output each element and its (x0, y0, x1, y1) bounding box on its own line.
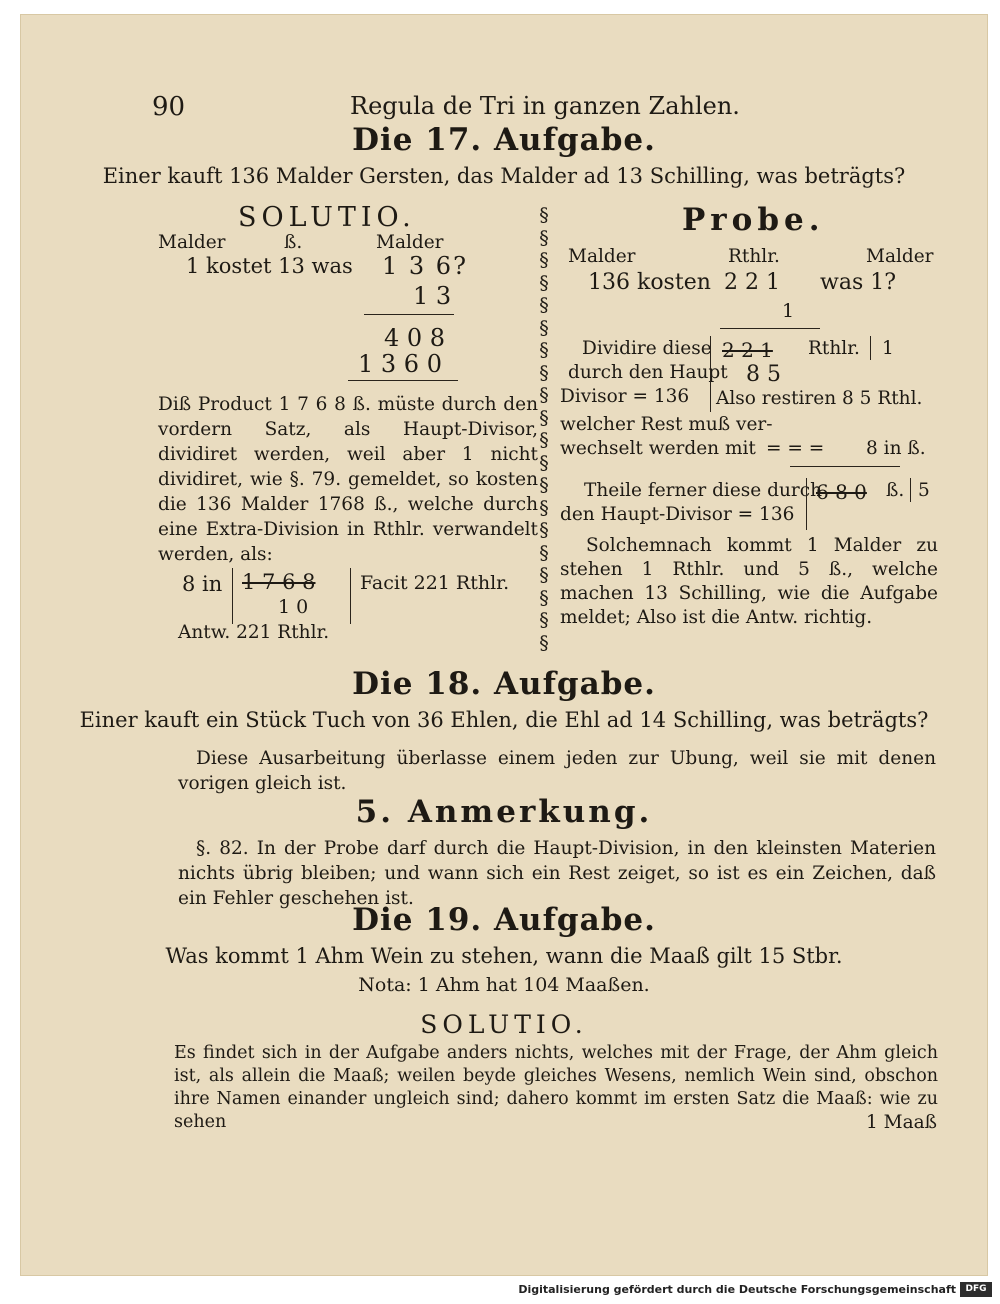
probe-line-c: was 1? (820, 270, 897, 295)
division-bar (232, 568, 233, 624)
task18-text: Diese Ausarbeitung überlasse einem jeden zur Ubung, weil sie mit denen vorigen gleich ist. (178, 748, 936, 794)
solutio-col-malder: Malder (158, 232, 226, 253)
probe-divide-1: Dividire diese (582, 338, 712, 359)
sep: § (539, 361, 549, 384)
solutio-rule-1 (364, 314, 454, 315)
task19-text: Es findet sich in der Aufgabe anders nichts, welches mit der Frage, der Ahm gleich ist, als allein die Maaß; weilen beyde gleiches Wesens, nemlich Wein sind, obschon ihre Namen einander ungleich sind; dahero kommt im ersten Satz die Maaß: wie zu sehen (174, 1043, 938, 1132)
sep: § (539, 519, 549, 541)
probe-rthlr-unit: Rthlr. (808, 338, 860, 359)
sep: § (539, 406, 549, 429)
sep: § (539, 271, 549, 294)
sep: § (539, 249, 549, 271)
probe-conclusion: Solchemnach kommt 1 Malder zu stehen 1 Rthlr. und 5 ß., welche machen 13 Schilling, wie die Aufgabe meldet; Also ist die Antw. richtig. (560, 535, 938, 628)
sep: § (539, 294, 549, 316)
probe-quot-2: 5 (918, 480, 930, 501)
division-left: 8 in (182, 572, 223, 596)
solutio-partial-1: 4 0 8 (384, 324, 446, 352)
sep: § (539, 451, 549, 474)
probe-rest-2: welcher Rest muß ver- (560, 414, 773, 435)
division-bottom: 1 0 (278, 596, 309, 618)
sep: § (539, 339, 549, 361)
sep: § (539, 564, 549, 586)
probe-divide-3: Divisor = 136 (560, 386, 690, 407)
task19-nota: Nota: 1 Ahm hat 104 Maaßen. (358, 974, 650, 996)
solutio-title: SOLUTIO. (238, 202, 416, 233)
catchword: 1 Maaß (866, 1112, 938, 1133)
probe-one: 1 (782, 300, 795, 322)
probe-divide-2: durch den Haupt (568, 362, 728, 383)
sep: § (539, 226, 549, 249)
probe-line-b: 2 2 1 (724, 270, 780, 295)
sep: § (539, 429, 549, 451)
sep: § (539, 586, 549, 609)
probe-rest-3: wechselt werden mit (560, 438, 756, 459)
probe-bar-3 (806, 478, 807, 530)
probe-theile-1: Theile ferner diese durch (584, 480, 822, 501)
probe-rest-3b: 8 in ß. (866, 438, 926, 459)
division-top: 1 7 6 8 (242, 570, 316, 594)
sep: § (539, 631, 549, 654)
section-separator (534, 204, 554, 654)
task18-question: Einer kauft ein Stück Tuch von 36 Ehlen, die Ehl ad 14 Schilling, was beträgts? (79, 708, 929, 732)
probe-struck: 2 2 1 (722, 338, 773, 362)
solutio-line: 1 kostet 13 was (186, 254, 353, 278)
funding-notice: Digitalisierung gefördert durch die Deutsche Forschungsgemeinschaft (518, 1283, 956, 1296)
probe-bar-4 (910, 478, 911, 502)
probe-quot-a: 1 (882, 338, 894, 359)
probe-col-malder2: Malder (866, 246, 934, 267)
dfg-logo: DFG (960, 1282, 992, 1297)
division-facit: Facit 221 Rthlr. (360, 572, 510, 594)
task19-solutio-title: SOLUTIO. (420, 1010, 588, 1039)
sep: § (539, 316, 549, 339)
note5-text: §. 82. In der Probe darf durch die Haupt-Division, in den kleinsten Materien nichts übrig bleiben; und wann sich ein Rest zeiget, so ist es ein Zeichen, daß ein Fehler geschehen ist. (178, 838, 936, 909)
sep: § (539, 541, 549, 564)
solutio-answer: Antw. 221 Rthlr. (178, 622, 330, 643)
probe-col-rthlr: Rthlr. (728, 246, 780, 267)
probe-theile-2: den Haupt-Divisor = 136 (560, 504, 795, 525)
running-title: Regula de Tri in ganzen Zahlen. (350, 92, 740, 120)
probe-ss-unit: ß. (886, 480, 905, 501)
probe-title: Probe. (682, 202, 825, 238)
task19-heading: Die 19. Aufgabe. (352, 902, 656, 938)
probe-bar-1 (710, 336, 711, 412)
probe-rule-2 (790, 466, 900, 467)
task18-heading: Die 18. Aufgabe. (352, 666, 656, 702)
task17-question: Einer kauft 136 Malder Gersten, das Malder ad 13 Schilling, was beträgts? (102, 164, 906, 188)
division-bar-2 (350, 568, 351, 624)
task17-heading: Die 17. Aufgabe. (352, 122, 656, 158)
probe-quot: 8 5 (746, 362, 781, 387)
solutio-rule-2 (348, 380, 458, 381)
footer-bar (0, 1278, 1000, 1304)
probe-line-a: 136 kosten (588, 270, 711, 295)
sep: § (539, 204, 549, 226)
probe-col-malder: Malder (568, 246, 636, 267)
book-page (20, 14, 988, 1276)
sep: § (539, 474, 549, 496)
solutio-col-malder2: Malder (376, 232, 444, 253)
note5-heading: 5. Anmerkung. (355, 794, 653, 830)
sep: § (539, 496, 549, 519)
probe-dashes: = = = (766, 438, 825, 459)
sep: § (539, 384, 549, 406)
probe-rule-1 (720, 328, 820, 329)
probe-rest-line: Also restiren 8 5 Rthl. (716, 388, 923, 409)
solutio-multiplier: 1 3 (413, 282, 452, 310)
solutio-col-ss: ß. (284, 232, 303, 253)
solutio-text: Diß Product 1 7 6 8 ß. müste durch den vordern Satz, als Haupt-Divisor, dividiret werden, weil aber 1 nicht dividiret, wie §. 79. gemeldet, so kosten die 136 Malder 1768 ß., welche durch eine Extra-Division in Rthlr. verwandelt werden, als: (158, 394, 538, 565)
solutio-value: 1 3 6? (382, 252, 468, 280)
task19-question: Was kommt 1 Ahm Wein zu stehen, wann die Maaß gilt 15 Stbr. (165, 944, 843, 968)
sep: § (539, 609, 549, 631)
page-number: 90 (152, 92, 186, 122)
probe-struck-2: 6 8 0 (816, 480, 867, 504)
solutio-partial-2: 1 3 6 0 (358, 350, 442, 378)
probe-bar-2 (870, 336, 871, 360)
